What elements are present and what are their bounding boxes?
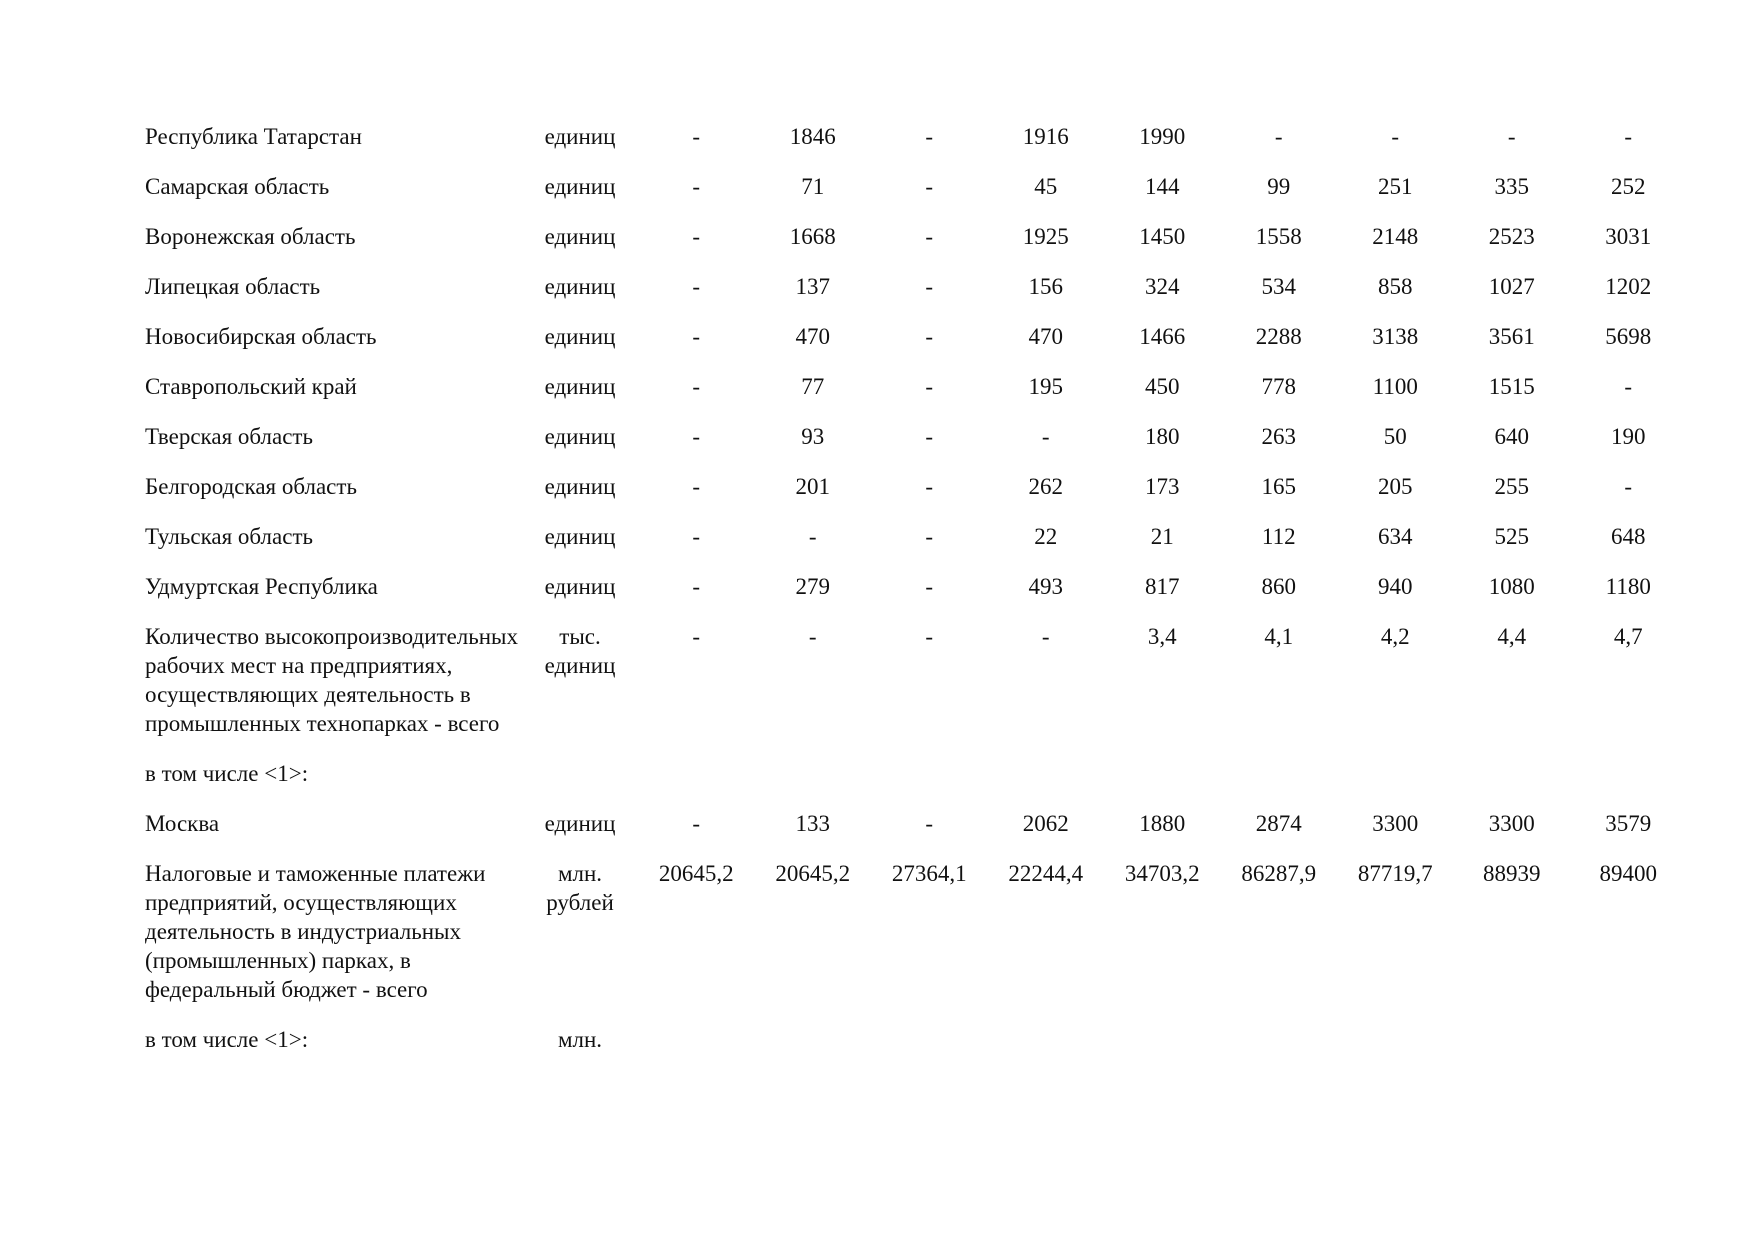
row-name-cell: в том числе <1>: (145, 1027, 309, 1052)
value-cell (1454, 1025, 1571, 1075)
value-cell: 3300 (1488, 811, 1535, 836)
value-cell (638, 1025, 755, 1075)
value-cell: 262 (1028, 474, 1063, 499)
value-cell: - (1274, 124, 1283, 149)
value-cell: - (1041, 424, 1050, 449)
table-row (145, 372, 1687, 422)
value-cell: 858 (1378, 274, 1413, 299)
value-cell: 77 (801, 374, 825, 399)
table-row (145, 522, 1687, 572)
value-cell: 778 (1261, 374, 1296, 399)
value-cell (1570, 1025, 1687, 1075)
value-cell: 1100 (1372, 374, 1418, 399)
table-row (145, 422, 1687, 472)
value-cell: 263 (1261, 424, 1296, 449)
value-cell (1454, 759, 1571, 809)
value-cell: 27364,1 (891, 861, 967, 886)
value-cell: 3031 (1605, 224, 1652, 249)
value-cell: - (925, 624, 934, 649)
value-cell: 4,2 (1380, 624, 1410, 649)
value-cell: 21 (1150, 524, 1174, 549)
table-row (145, 272, 1687, 322)
value-cell: 89400 (1599, 861, 1657, 886)
value-cell: 1466 (1139, 324, 1186, 349)
value-cell: 640 (1494, 424, 1529, 449)
value-cell: 20645,2 (658, 861, 734, 886)
row-unit-cell: единиц (544, 524, 616, 549)
value-cell (871, 1025, 988, 1075)
value-cell: 2062 (1022, 811, 1069, 836)
row-unit-cell: единиц (544, 374, 616, 399)
value-cell (988, 1025, 1105, 1075)
value-cell: 144 (1145, 174, 1180, 199)
row-unit-cell: единиц (544, 224, 616, 249)
value-cell: - (925, 374, 934, 399)
value-cell: - (1041, 624, 1050, 649)
row-unit-cell: тыс. единиц (544, 624, 616, 678)
table-row (145, 322, 1687, 372)
row-name-cell: Налоговые и таможенные платежи предприятий, осуществляющих деятельность в индустриальных (промышленных) парках, в федеральный бюджет - всего (145, 861, 486, 1002)
value-cell: 22 (1034, 524, 1058, 549)
value-cell: 493 (1028, 574, 1063, 599)
value-cell: - (925, 524, 934, 549)
row-name-cell: Новосибирская область (145, 324, 377, 349)
row-unit-cell: единиц (544, 474, 616, 499)
row-unit-cell: единиц (544, 174, 616, 199)
value-cell (755, 759, 872, 809)
row-name-cell: Ставропольский край (145, 374, 357, 399)
value-cell: 4,1 (1264, 624, 1294, 649)
value-cell (988, 759, 1105, 809)
value-cell: 860 (1261, 574, 1296, 599)
value-cell: 133 (795, 811, 830, 836)
table-row (145, 572, 1687, 622)
value-cell: 1027 (1488, 274, 1535, 299)
value-cell: 1558 (1255, 224, 1302, 249)
value-cell: 3,4 (1147, 624, 1177, 649)
value-cell: - (692, 374, 701, 399)
row-unit-cell: млн. рублей (546, 861, 614, 915)
indicators-table (145, 122, 1687, 1075)
value-cell: - (692, 324, 701, 349)
table-row (145, 1025, 1687, 1075)
value-cell: - (925, 574, 934, 599)
value-cell: 450 (1145, 374, 1180, 399)
value-cell: 88939 (1483, 861, 1541, 886)
value-cell: 324 (1145, 274, 1180, 299)
row-unit-cell: единиц (544, 124, 616, 149)
value-cell (1104, 1025, 1221, 1075)
value-cell: 1450 (1139, 224, 1186, 249)
table-row (145, 622, 1687, 759)
value-cell: - (692, 174, 701, 199)
row-unit-cell: млн. (557, 1027, 603, 1052)
value-cell: - (692, 524, 701, 549)
value-cell (1221, 759, 1338, 809)
row-name-cell: Липецкая область (145, 274, 321, 299)
row-unit-cell (522, 759, 638, 809)
table-row (145, 472, 1687, 522)
value-cell: 2523 (1488, 224, 1535, 249)
value-cell: 3579 (1605, 811, 1652, 836)
value-cell: - (925, 174, 934, 199)
value-cell: - (925, 424, 934, 449)
row-name-cell: Москва (145, 811, 220, 836)
value-cell: 1916 (1022, 124, 1069, 149)
value-cell: 99 (1267, 174, 1291, 199)
table-row (145, 759, 1687, 809)
table-row (145, 222, 1687, 272)
value-cell: - (692, 274, 701, 299)
value-cell: - (692, 624, 701, 649)
value-cell: 534 (1261, 274, 1296, 299)
value-cell (1570, 759, 1687, 809)
table-row (145, 809, 1687, 859)
value-cell (1221, 1025, 1338, 1075)
value-cell: 1990 (1139, 124, 1186, 149)
row-name-cell: Самарская область (145, 174, 330, 199)
value-cell: 1202 (1605, 274, 1652, 299)
value-cell: 3561 (1488, 324, 1535, 349)
row-unit-cell: единиц (544, 324, 616, 349)
value-cell (1337, 1025, 1454, 1075)
value-cell: 71 (801, 174, 825, 199)
value-cell: 165 (1261, 474, 1296, 499)
value-cell: 335 (1494, 174, 1529, 199)
value-cell: - (692, 424, 701, 449)
value-cell (1337, 759, 1454, 809)
value-cell: 87719,7 (1357, 861, 1433, 886)
value-cell: - (925, 274, 934, 299)
value-cell: 255 (1494, 474, 1529, 499)
value-cell: - (692, 811, 701, 836)
value-cell: 525 (1494, 524, 1529, 549)
row-name-cell: Воронежская область (145, 224, 356, 249)
value-cell: 4,7 (1613, 624, 1643, 649)
value-cell: - (925, 811, 934, 836)
value-cell: 112 (1261, 524, 1296, 549)
value-cell: 1668 (789, 224, 836, 249)
value-cell: - (692, 224, 701, 249)
value-cell: 279 (795, 574, 830, 599)
value-cell: 2874 (1255, 811, 1302, 836)
value-cell: - (692, 574, 701, 599)
value-cell: 470 (1028, 324, 1063, 349)
value-cell: 201 (795, 474, 830, 499)
value-cell: 86287,9 (1241, 861, 1317, 886)
value-cell: 1846 (789, 124, 836, 149)
row-name-cell: Белгородская область (145, 474, 357, 499)
value-cell (1104, 759, 1221, 809)
row-unit-cell: единиц (544, 274, 616, 299)
value-cell: - (925, 124, 934, 149)
value-cell: 252 (1611, 174, 1646, 199)
value-cell: 634 (1378, 524, 1413, 549)
value-cell: 2148 (1372, 224, 1419, 249)
value-cell: 50 (1383, 424, 1407, 449)
row-name-cell: Количество высокопроизводительных рабочих мест на предприятиях, осуществляющих деятельность в промышленных технопарках - всего (145, 624, 519, 736)
row-name-cell: Республика Татарстан (145, 124, 362, 149)
value-cell: 940 (1378, 574, 1413, 599)
table-row (145, 122, 1687, 172)
value-cell: 1925 (1022, 224, 1069, 249)
value-cell: 156 (1028, 274, 1063, 299)
value-cell: 180 (1145, 424, 1180, 449)
value-cell: 470 (795, 324, 830, 349)
value-cell: 2288 (1255, 324, 1302, 349)
row-unit-cell: единиц (544, 424, 616, 449)
table-row (145, 172, 1687, 222)
value-cell: - (1624, 374, 1633, 399)
value-cell: 173 (1145, 474, 1180, 499)
row-name-cell: Тульская область (145, 524, 313, 549)
value-cell: - (925, 224, 934, 249)
value-cell: 3300 (1372, 811, 1419, 836)
value-cell: - (1624, 474, 1633, 499)
value-cell: 195 (1028, 374, 1063, 399)
row-unit-cell: единиц (544, 574, 616, 599)
value-cell: 3138 (1372, 324, 1419, 349)
value-cell: - (925, 474, 934, 499)
row-name-cell: в том числе <1>: (145, 761, 309, 786)
value-cell: - (925, 324, 934, 349)
value-cell: - (808, 524, 817, 549)
value-cell (755, 1025, 872, 1075)
value-cell: 45 (1034, 174, 1058, 199)
value-cell: 22244,4 (1008, 861, 1084, 886)
value-cell: 205 (1378, 474, 1413, 499)
value-cell: 648 (1611, 524, 1646, 549)
value-cell (871, 759, 988, 809)
value-cell: - (692, 124, 701, 149)
value-cell: 1515 (1488, 374, 1535, 399)
value-cell: - (808, 624, 817, 649)
value-cell (638, 759, 755, 809)
value-cell: 34703,2 (1124, 861, 1200, 886)
value-cell: - (1624, 124, 1633, 149)
table-row (145, 859, 1687, 1025)
value-cell: - (1391, 124, 1400, 149)
row-unit-cell: единиц (544, 811, 616, 836)
value-cell: 20645,2 (775, 861, 851, 886)
value-cell: - (692, 474, 701, 499)
value-cell: 5698 (1605, 324, 1652, 349)
value-cell: 137 (795, 274, 830, 299)
value-cell: 1180 (1605, 574, 1651, 599)
value-cell: 817 (1145, 574, 1180, 599)
value-cell: 251 (1378, 174, 1413, 199)
value-cell: 190 (1611, 424, 1646, 449)
row-name-cell: Удмуртская Республика (145, 574, 378, 599)
value-cell: 1880 (1139, 811, 1186, 836)
value-cell: - (1507, 124, 1516, 149)
table-body (145, 122, 1687, 1075)
value-cell: 1080 (1488, 574, 1535, 599)
value-cell: 4,4 (1497, 624, 1527, 649)
row-name-cell: Тверская область (145, 424, 313, 449)
value-cell: 93 (801, 424, 825, 449)
